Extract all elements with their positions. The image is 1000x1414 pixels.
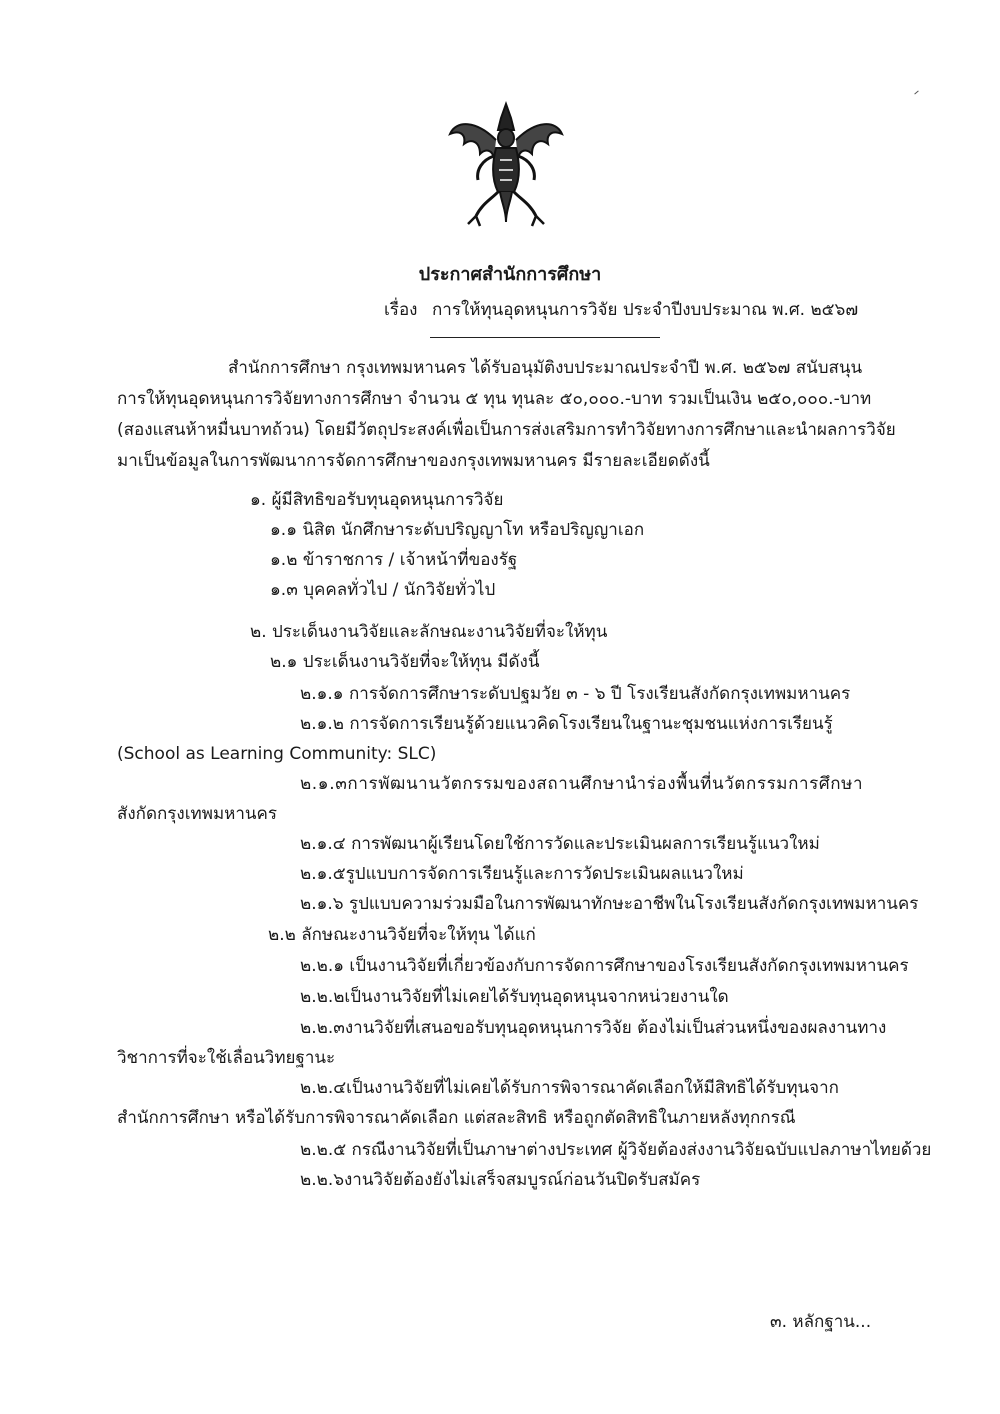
section-2-2-item: ๒.๒.๕ กรณีงานวิจัยที่เป็นภาษาต่างประเทศ ผู้วิจัยต้องส่งงานวิจัยฉบับแปลภาษาไทยด้วย — [300, 1140, 932, 1160]
page-title: ประกาศสำนักการศึกษา — [418, 264, 602, 285]
section-2-2-item-continued: สำนักการศึกษา หรือได้รับการพิจารณาคัดเลือก แต่สละสิทธิ หรือถูกตัดสิทธิในภายหลังทุกกรณี — [117, 1108, 796, 1128]
section-2-2-item: ๒.๒.๓งานวิจัยที่เสนอขอรับทุนอุดหนุนการวิจัย ต้องไม่เป็นส่วนหนึ่งของผลงานทาง — [300, 1018, 887, 1038]
continuation-marker: ๓. หลักฐาน... — [770, 1312, 872, 1332]
section-2-heading: ๒. ประเด็นงานวิจัยและลักษณะงานวิจัยที่จะให้ทุน — [250, 622, 608, 642]
section-2-2-heading: ๒.๒ ลักษณะงานวิจัยที่จะให้ทุน ได้แก่ — [268, 925, 536, 945]
title-divider — [430, 337, 660, 338]
section-2-1-item-continued: (School as Learning Community: SLC) — [117, 744, 437, 764]
section-1-item: ๑.๑ นิสิต นักศึกษาระดับปริญญาโท หรือปริญญาเอก — [270, 520, 645, 540]
scan-speck — [914, 91, 918, 95]
section-2-1-item: ๒.๑.๑ การจัดการศึกษาระดับปฐมวัย ๓ - ๖ ปี โรงเรียนสังกัดกรุงเทพมหานคร — [300, 684, 851, 704]
section-1-item: ๑.๒ ข้าราชการ / เจ้าหน้าที่ของรัฐ — [270, 550, 518, 570]
garuda-emblem-icon — [446, 100, 566, 230]
section-2-1-item: ๒.๑.๓การพัฒนานวัตกรรมของสถานศึกษานำร่องพื้นที่นวัตกรรมการศึกษา — [300, 774, 864, 794]
section-1-item: ๑.๓ บุคคลทั่วไป / นักวิจัยทั่วไป — [270, 580, 496, 600]
section-2-1-item: ๒.๑.๔ การพัฒนาผู้เรียนโดยใช้การวัดและประเมินผลการเรียนรู้แนวใหม่ — [300, 834, 820, 854]
section-2-1-item-continued: สังกัดกรุงเทพมหานคร — [117, 804, 278, 824]
intro-line-3: (สองแสนห้าหมื่นบาทถ้วน) โดยมีวัตถุประสงค์เพื่อเป็นการส่งเสริมการทำวิจัยทางการศึกษาและนำผลการวิจัย — [117, 420, 896, 440]
section-2-2-item: ๒.๒.๒เป็นงานวิจัยที่ไม่เคยได้รับทุนอุดหนุนจากหน่วยงานใด — [300, 987, 729, 1007]
section-2-1-item: ๒.๑.๒ การจัดการเรียนรู้ด้วยแนวคิดโรงเรียนในฐานะชุมชนแห่งการเรียนรู้ — [300, 714, 833, 734]
section-2-2-item: ๒.๒.๔เป็นงานวิจัยที่ไม่เคยได้รับการพิจารณาคัดเลือกให้มีสิทธิได้รับทุนจาก — [300, 1078, 839, 1098]
section-2-2-item: ๒.๒.๖งานวิจัยต้องยังไม่เสร็จสมบูรณ์ก่อนวันปิดรับสมัคร — [300, 1170, 701, 1190]
section-1-heading: ๑. ผู้มีสิทธิขอรับทุนอุดหนุนการวิจัย — [250, 490, 504, 510]
section-2-1-heading: ๒.๑ ประเด็นงานวิจัยที่จะให้ทุน มีดังนี้ — [270, 652, 540, 672]
section-2-2-item-continued: วิชาการที่จะใช้เลื่อนวิทยฐานะ — [117, 1048, 336, 1068]
section-2-1-item: ๒.๑.๖ รูปแบบความร่วมมือในการพัฒนาทักษะอาชีพในโรงเรียนสังกัดกรุงเทพมหานคร — [300, 894, 919, 914]
subject-label: เรื่อง — [384, 300, 418, 320]
intro-line-1: สำนักการศึกษา กรุงเทพมหานคร ได้รับอนุมัติงบประมาณประจำปี พ.ศ. ๒๕๖๗ สนับสนุน — [228, 358, 863, 378]
subject-text: การให้ทุนอุดหนุนการวิจัย ประจำปีงบประมาณ พ.ศ. ๒๕๖๗ — [432, 300, 859, 320]
intro-line-4: มาเป็นข้อมูลในการพัฒนาการจัดการศึกษาของกรุงเทพมหานคร มีรายละเอียดดังนี้ — [117, 451, 710, 471]
intro-line-2: การให้ทุนอุดหนุนการวิจัยทางการศึกษา จำนวน ๕ ทุน ทุนละ ๕๐,๐๐๐.-บาท รวมเป็นเงิน ๒๕๐,๐๐๐.-บาท — [117, 389, 872, 409]
section-2-1-item: ๒.๑.๕รูปแบบการจัดการเรียนรู้และการวัดประเมินผลแนวใหม่ — [300, 864, 744, 884]
section-2-2-item: ๒.๒.๑ เป็นงานวิจัยที่เกี่ยวข้องกับการจัดการศึกษาของโรงเรียนสังกัดกรุงเทพมหานคร — [300, 956, 909, 976]
